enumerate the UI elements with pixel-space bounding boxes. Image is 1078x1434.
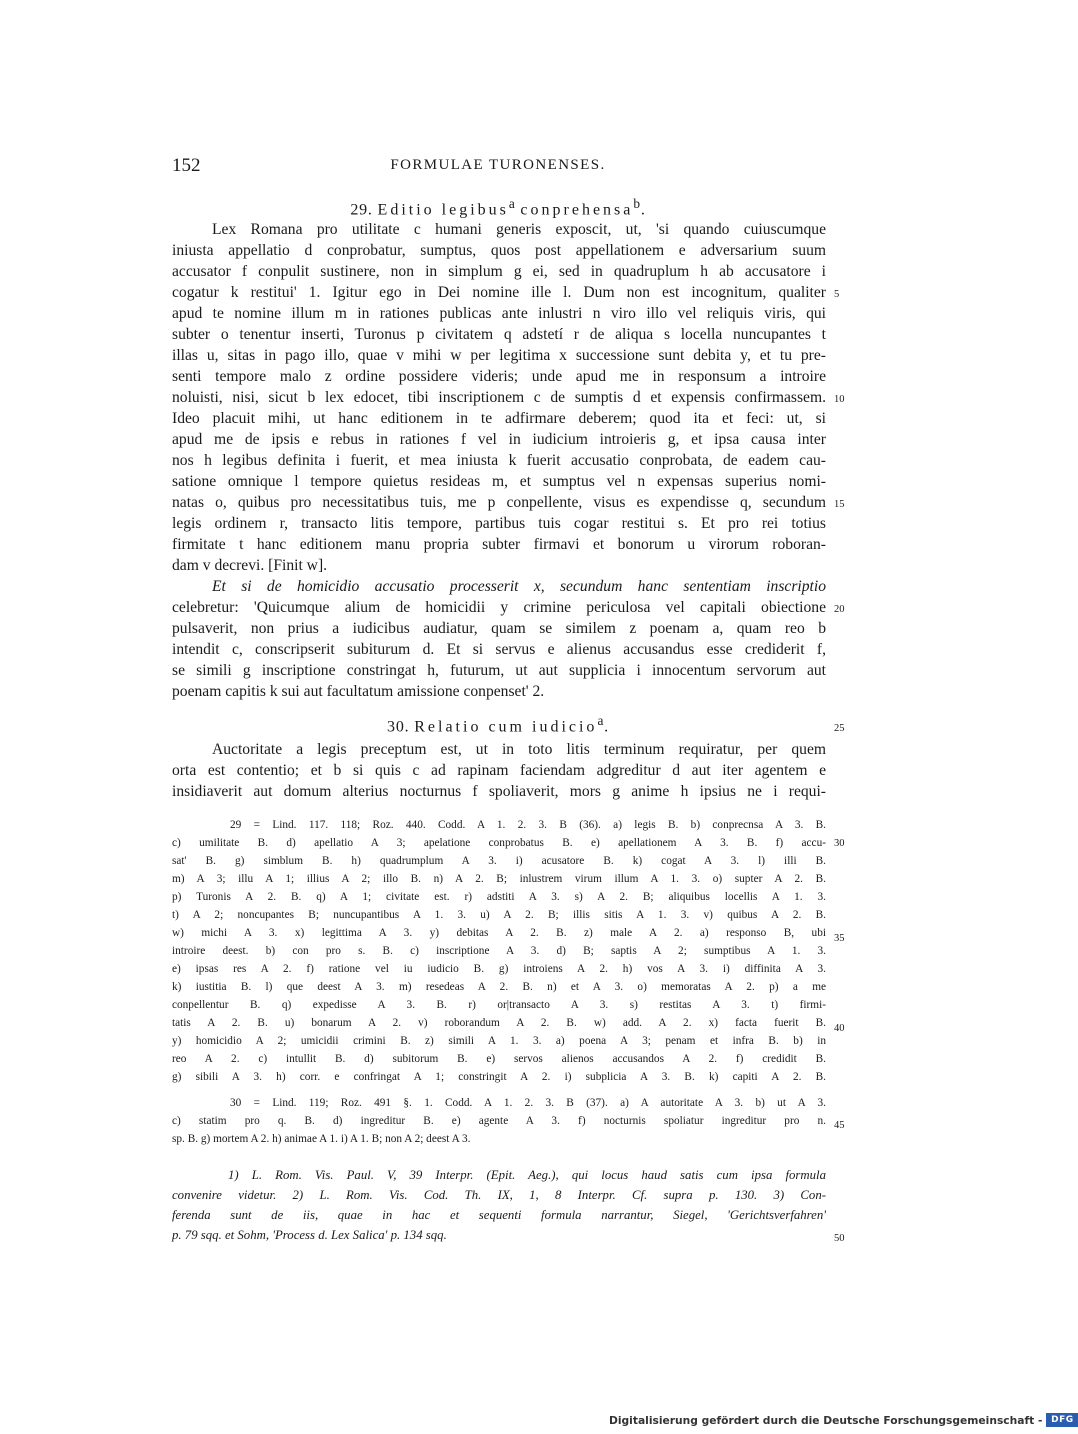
- apparatus-line: e) ipsas res A 2. f) ratione vel iu iudicio B. g) introiens A 2. h) vos A 3. i) diffinita A 3.: [172, 963, 826, 975]
- apparatus-line: t) A 2; noncupantes B; nuncupantibus A 1. 3. u) A 2. B; illis sitis A 1. 3. v) quibus A 2. B.: [172, 909, 826, 921]
- apparatus-line: 30 = Lind. 119; Roz. 491 §. 1. Codd. A 1. 2. 3. B (37). a) A autoritate A 3. b) ut A 3.: [230, 1097, 826, 1109]
- text-line: Ideo placuit mihi, ut hanc editionem in te adfirmare deberem; quod ita et feci: ut, si: [172, 410, 826, 427]
- line-number-35: 35: [834, 933, 845, 944]
- text-line: natas o, quibus pro necessitatibus tuis, me p conpellente, visus es expendisse q, secundum: [172, 494, 826, 511]
- dfg-logo-icon: DFG: [1046, 1413, 1078, 1427]
- text-line: illas u, sitas in pago illo, quae v mihi w per legitima x successione sunt debita y, et tu pre-: [172, 347, 826, 364]
- text-line: apud te nomine illum m in rationes publicas ante inlustri n viro illo vel reliquis viris, qui: [172, 305, 826, 322]
- apparatus-line: g) sibili A 3. h) corr. e confringat A 1; constringit A 2. i) subplicia A 3. B. k) capiti A 2. B.: [172, 1071, 826, 1083]
- text-line: cogatur k restitui' 1. Igitur ego in Dei nomine ille l. Dum non est incognitum, qualiter: [172, 284, 826, 301]
- line-number-20: 20: [834, 604, 845, 615]
- section-30-title: Relatio cum iudicio: [414, 718, 598, 736]
- line-number-50: 50: [834, 1233, 845, 1244]
- text-line: Auctoritate a legis preceptum est, ut in toto litis terminum requiratur, per quem: [212, 741, 826, 758]
- page-header: [172, 155, 824, 179]
- apparatus-line: m) A 3; illu A 1; illius A 2; illo B. n) A 2. B; inlustrem virum illum A 1. 3. o) supter A 2. B.: [172, 873, 826, 885]
- section-29-heading-end: .: [640, 201, 646, 219]
- apparatus-line: 29 = Lind. 117. 118; Roz. 440. Codd. A 1. 2. 3. B (36). a) legis B. b) conprecnsa A 3. B.: [230, 819, 826, 831]
- line-number-15: 15: [834, 499, 845, 510]
- line-number-10: 10: [834, 394, 845, 405]
- line-number-30: 30: [834, 838, 845, 849]
- footnote-line: convenire videtur. 2) L. Rom. Vis. Cod. Th. IX, 1, 8 Interpr. Cf. supra p. 130. 3) Con-: [172, 1188, 826, 1202]
- footnote-line: 1) L. Rom. Vis. Paul. V, 39 Interpr. (Epit. Aeg.), qui locus haud satis cum ipsa formula: [228, 1168, 826, 1182]
- apparatus-line: c) umilitate B. d) apellatio A 3; apelatione conprobatus B. e) apellationem A 3. B. f) accu-: [172, 837, 826, 849]
- apparatus-line: p) Turonis A 2. B. q) A 1; civitate est. r) adstiti A 3. s) A 2. B; aliquibus locellis A 1. 3.: [172, 891, 826, 903]
- footnote-line: ferenda sunt de iis, quae in hac et sequenti formula narrantur, Siegel, 'Gerichtsverfahren': [172, 1208, 826, 1222]
- digitization-footer: [609, 1411, 1078, 1429]
- section-30-heading: [172, 713, 824, 736]
- text-line: accusator f conpulit sustinere, non in simplum g ei, sed in quadruplum h ab accusatore i: [172, 263, 826, 280]
- section-29-title-part1: Editio legibus: [377, 201, 509, 219]
- text-line: pulsaverit, non prius a iudicibus audiatur, quam se similem z poenam a, quam reo b: [172, 620, 826, 637]
- text-line: Et si de homicidio accusatio processerit x, secundum hanc sententiam inscriptio: [212, 578, 826, 595]
- text-line: iniusta appellatio d conprobatur, sumptus, quos post appellationem e adversarium suum: [172, 242, 826, 259]
- line-number-40: 40: [834, 1023, 845, 1034]
- text-line: senti tempore malo z ordine possidere videris; unde apud me in responsum a introire: [172, 368, 826, 385]
- text-line: poenam capitis k sui aut facultatum amissione conpenset' 2.: [172, 683, 545, 700]
- running-title: FORMULAE TURONENSES.: [390, 157, 606, 173]
- section-29-heading: [172, 196, 824, 219]
- page-number: 152: [172, 155, 201, 176]
- text-line: dam v decrevi. [Finit w].: [172, 557, 328, 574]
- section-30-number: 30.: [387, 718, 410, 736]
- section-30-sup-a: a: [597, 713, 605, 728]
- apparatus-line: k) iustitia B. l) que deest A 3. m) resedeas A 2. B. n) et A 3. o) memoratas A 2. p) a me: [172, 981, 826, 993]
- footer-credit: Digitalisierung gefördert durch die Deutsche Forschungsgemeinschaft -: [609, 1413, 1043, 1427]
- text-line: satione omnique l tempore quietus resideas m, et sumptus vel n expensas superius nomi-: [172, 473, 826, 490]
- apparatus-line: reo A 2. c) intullit B. d) subitorum B. e) servos alienos accusandos A 2. f) credidit B.: [172, 1053, 826, 1065]
- line-number-25: 25: [834, 723, 845, 734]
- apparatus-line: introire deest. b) con pro s. B. c) inscriptione A 3. d) B; saptis A 2; sumptibus A 1. 3.: [172, 945, 826, 957]
- text-line: celebretur: 'Quicumque alium de homicidii y crimine periculosa vel capitali obiectione: [172, 599, 826, 616]
- text-line: apud me de ipsis e rebus in rationes f vel in iudicium introieris g, et ipsa causa inter: [172, 431, 826, 448]
- line-number-45: 45: [834, 1120, 845, 1131]
- text-line: firmitate t hanc editionem manu propria subter firmavi et bonorum u virorum roboran-: [172, 536, 826, 553]
- text-line: insidiaverit aut domum alterius nocturnus f spoliaverit, mors g anime h ipsius ne i requi-: [172, 783, 826, 800]
- text-line: Lex Romana pro utilitate c humani generis exposcit, ut, 'si quando cuiuscumque: [212, 221, 826, 238]
- section-30-heading-end: .: [604, 718, 609, 736]
- apparatus-line: w) michi A 3. x) legittima A 3. y) debitas A 2. B. z) male A 2. a) responso B, ubi: [172, 927, 826, 939]
- text-line: orta est contentio; et b si quis c ad rapinam faciendam adgreditur d aut iter agentem e: [172, 762, 826, 779]
- footnote-line: p. 79 sqq. et Sohm, 'Process d. Lex Salica' p. 134 sqq.: [172, 1228, 447, 1242]
- section-29-sup-a: a: [508, 196, 516, 211]
- apparatus-line: sat' B. g) simblum B. h) quadrumplum A 3. i) acusatore B. k) cogat A 3. l) illi B.: [172, 855, 826, 867]
- text-line: legis ordinem r, transacto litis tempore, partibus tuis cogar restitui s. Et pro rei totius: [172, 515, 826, 532]
- apparatus-line: tatis A 2. B. u) bonarum A 2. v) roborandum A 2. B. w) add. A 2. x) facta fuerit B.: [172, 1017, 826, 1029]
- section-29-sup-b: b: [633, 196, 641, 211]
- text-line: nos h legibus definita i fuerit, et mea iniusta k fuerit accusatio conprobata, de eadem cau-: [172, 452, 826, 469]
- section-29-title-part2: conprehensa: [520, 201, 634, 219]
- text-line: subter o tenentur inserti, Turonus p civitatem q adstetí r de aliqua s locella nuncupantes t: [172, 326, 826, 343]
- section-29-number: 29.: [350, 201, 373, 219]
- apparatus-line: y) homicidio A 2; umicidii crimini B. z) simili A 1. 3. a) poena A 3; penam et infra B. b) in: [172, 1035, 826, 1047]
- text-line: noluisti, nisi, sicut b lex edocet, tibi inscriptionem c de sumptis d et expensis confirmassem.: [172, 389, 826, 406]
- text-line: se simili g inscriptione constringat h, futurum, ut aut supplicia i innocentum servorum aut: [172, 662, 826, 679]
- line-number-5: 5: [834, 289, 840, 300]
- apparatus-line: conpellentur B. q) expedisse A 3. B. r) or|transacto A 3. s) restitas A 3. t) firmi-: [172, 999, 826, 1011]
- apparatus-line: c) statim pro q. B. d) ingreditur B. e) agente A 3. f) nocturnis spoliatur ingreditur pro n.: [172, 1115, 826, 1127]
- text-line: intendit c, conscripserit subiturum d. Et si servus e alienus accusandus esse crediderit f,: [172, 641, 826, 658]
- apparatus-line: sp. B. g) mortem A 2. h) animae A 1. i) A 1. B; non A 2; deest A 3.: [172, 1133, 471, 1145]
